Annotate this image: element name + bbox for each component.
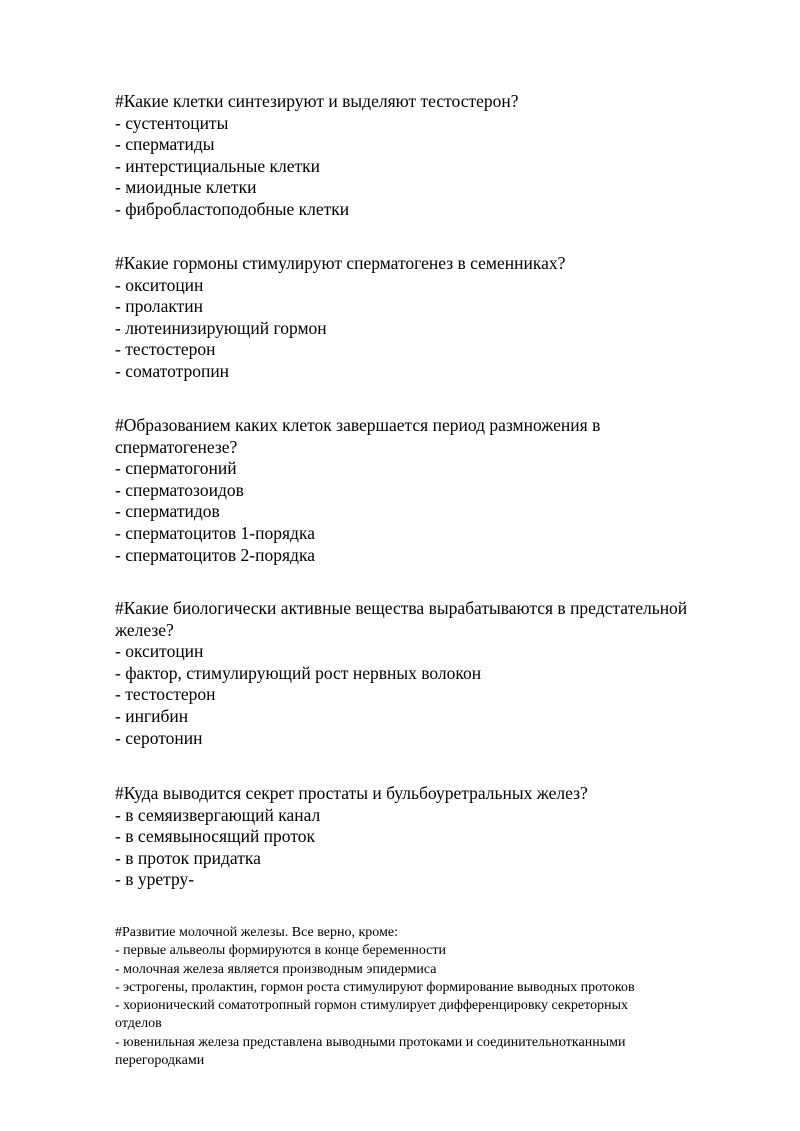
answer-option: - сперматидов [115, 501, 220, 522]
answer-option: - интерстициальные клетки [115, 155, 321, 176]
answer-option: - в семяизвергающий канал [115, 804, 321, 825]
answer-option: - тестостерон [115, 339, 216, 360]
question-text: #Какие клетки синтезируют и выделяют тестостерон? [115, 91, 519, 111]
question-block-4 [115, 598, 755, 749]
answer-option: - лютеинизирующий гормон [115, 317, 327, 338]
answer-option: - первые альвеолы формируются в конце беременности [115, 943, 446, 959]
answer-option: - миоидные клетки [115, 177, 257, 198]
answer-option: - сперматоцитов 1-порядка [115, 522, 315, 543]
answer-option: - в проток придатка [115, 847, 261, 868]
answer-option: - в уретру- [115, 869, 195, 890]
answer-option: - сперматоцитов 2-порядка [115, 544, 315, 565]
answer-option: - тестостерон [115, 684, 216, 705]
answer-option: - хорионический соматотропный гормон стимулирует дифференцировку секреторных [115, 998, 628, 1014]
answer-option-continued: отделов [115, 1016, 162, 1032]
question-text-continued: железе? [115, 619, 174, 640]
answer-option: - молочная железа является производным эпидермиса [115, 961, 437, 977]
answer-option: - фактор, стимулирующий рост нервных волокон [115, 662, 482, 683]
answer-option: - соматотропин [115, 360, 230, 381]
answer-option: - окситоцин [115, 274, 204, 295]
question-text: #Куда выводится секрет простаты и бульбоуретральных желез? [115, 783, 588, 803]
answer-option: - сперматиды [115, 134, 215, 155]
answer-option: - сустентоциты [115, 112, 229, 133]
answer-option-continued: перегородками [115, 1053, 205, 1069]
answer-option: - ингибин [115, 705, 189, 726]
answer-option: - фибробластоподобные клетки [115, 198, 350, 219]
question-block-5 [115, 783, 755, 891]
answer-option: - серотонин [115, 727, 203, 748]
question-block-2 [115, 253, 755, 383]
answer-option: - сперматозоидов [115, 479, 244, 500]
question-block-3 [115, 415, 755, 566]
question-block-1 [115, 91, 755, 221]
question-text-continued: сперматогенезе? [115, 436, 238, 457]
question-text: #Какие гормоны стимулируют сперматогенез в семенниках? [115, 253, 566, 273]
answer-option: - пролактин [115, 296, 203, 317]
answer-option: - ювенильная железа представлена выводными протоками и соединительнотканными [115, 1034, 626, 1050]
answer-option: - сперматогоний [115, 458, 237, 479]
answer-option: - эстрогены, пролактин, гормон роста стимулируют формирование выводных протоков [115, 979, 635, 995]
question-block-6 [115, 924, 740, 1070]
question-text: #Развитие молочной железы. Все верно, кроме: [115, 925, 398, 940]
question-text: #Образованием каких клеток завершается период размножения в [115, 415, 601, 435]
answer-option: - окситоцин [115, 641, 204, 662]
question-text: #Какие биологически активные вещества вырабатываются в предстательной [115, 598, 688, 618]
answer-option: - в семявыносящий проток [115, 826, 315, 847]
